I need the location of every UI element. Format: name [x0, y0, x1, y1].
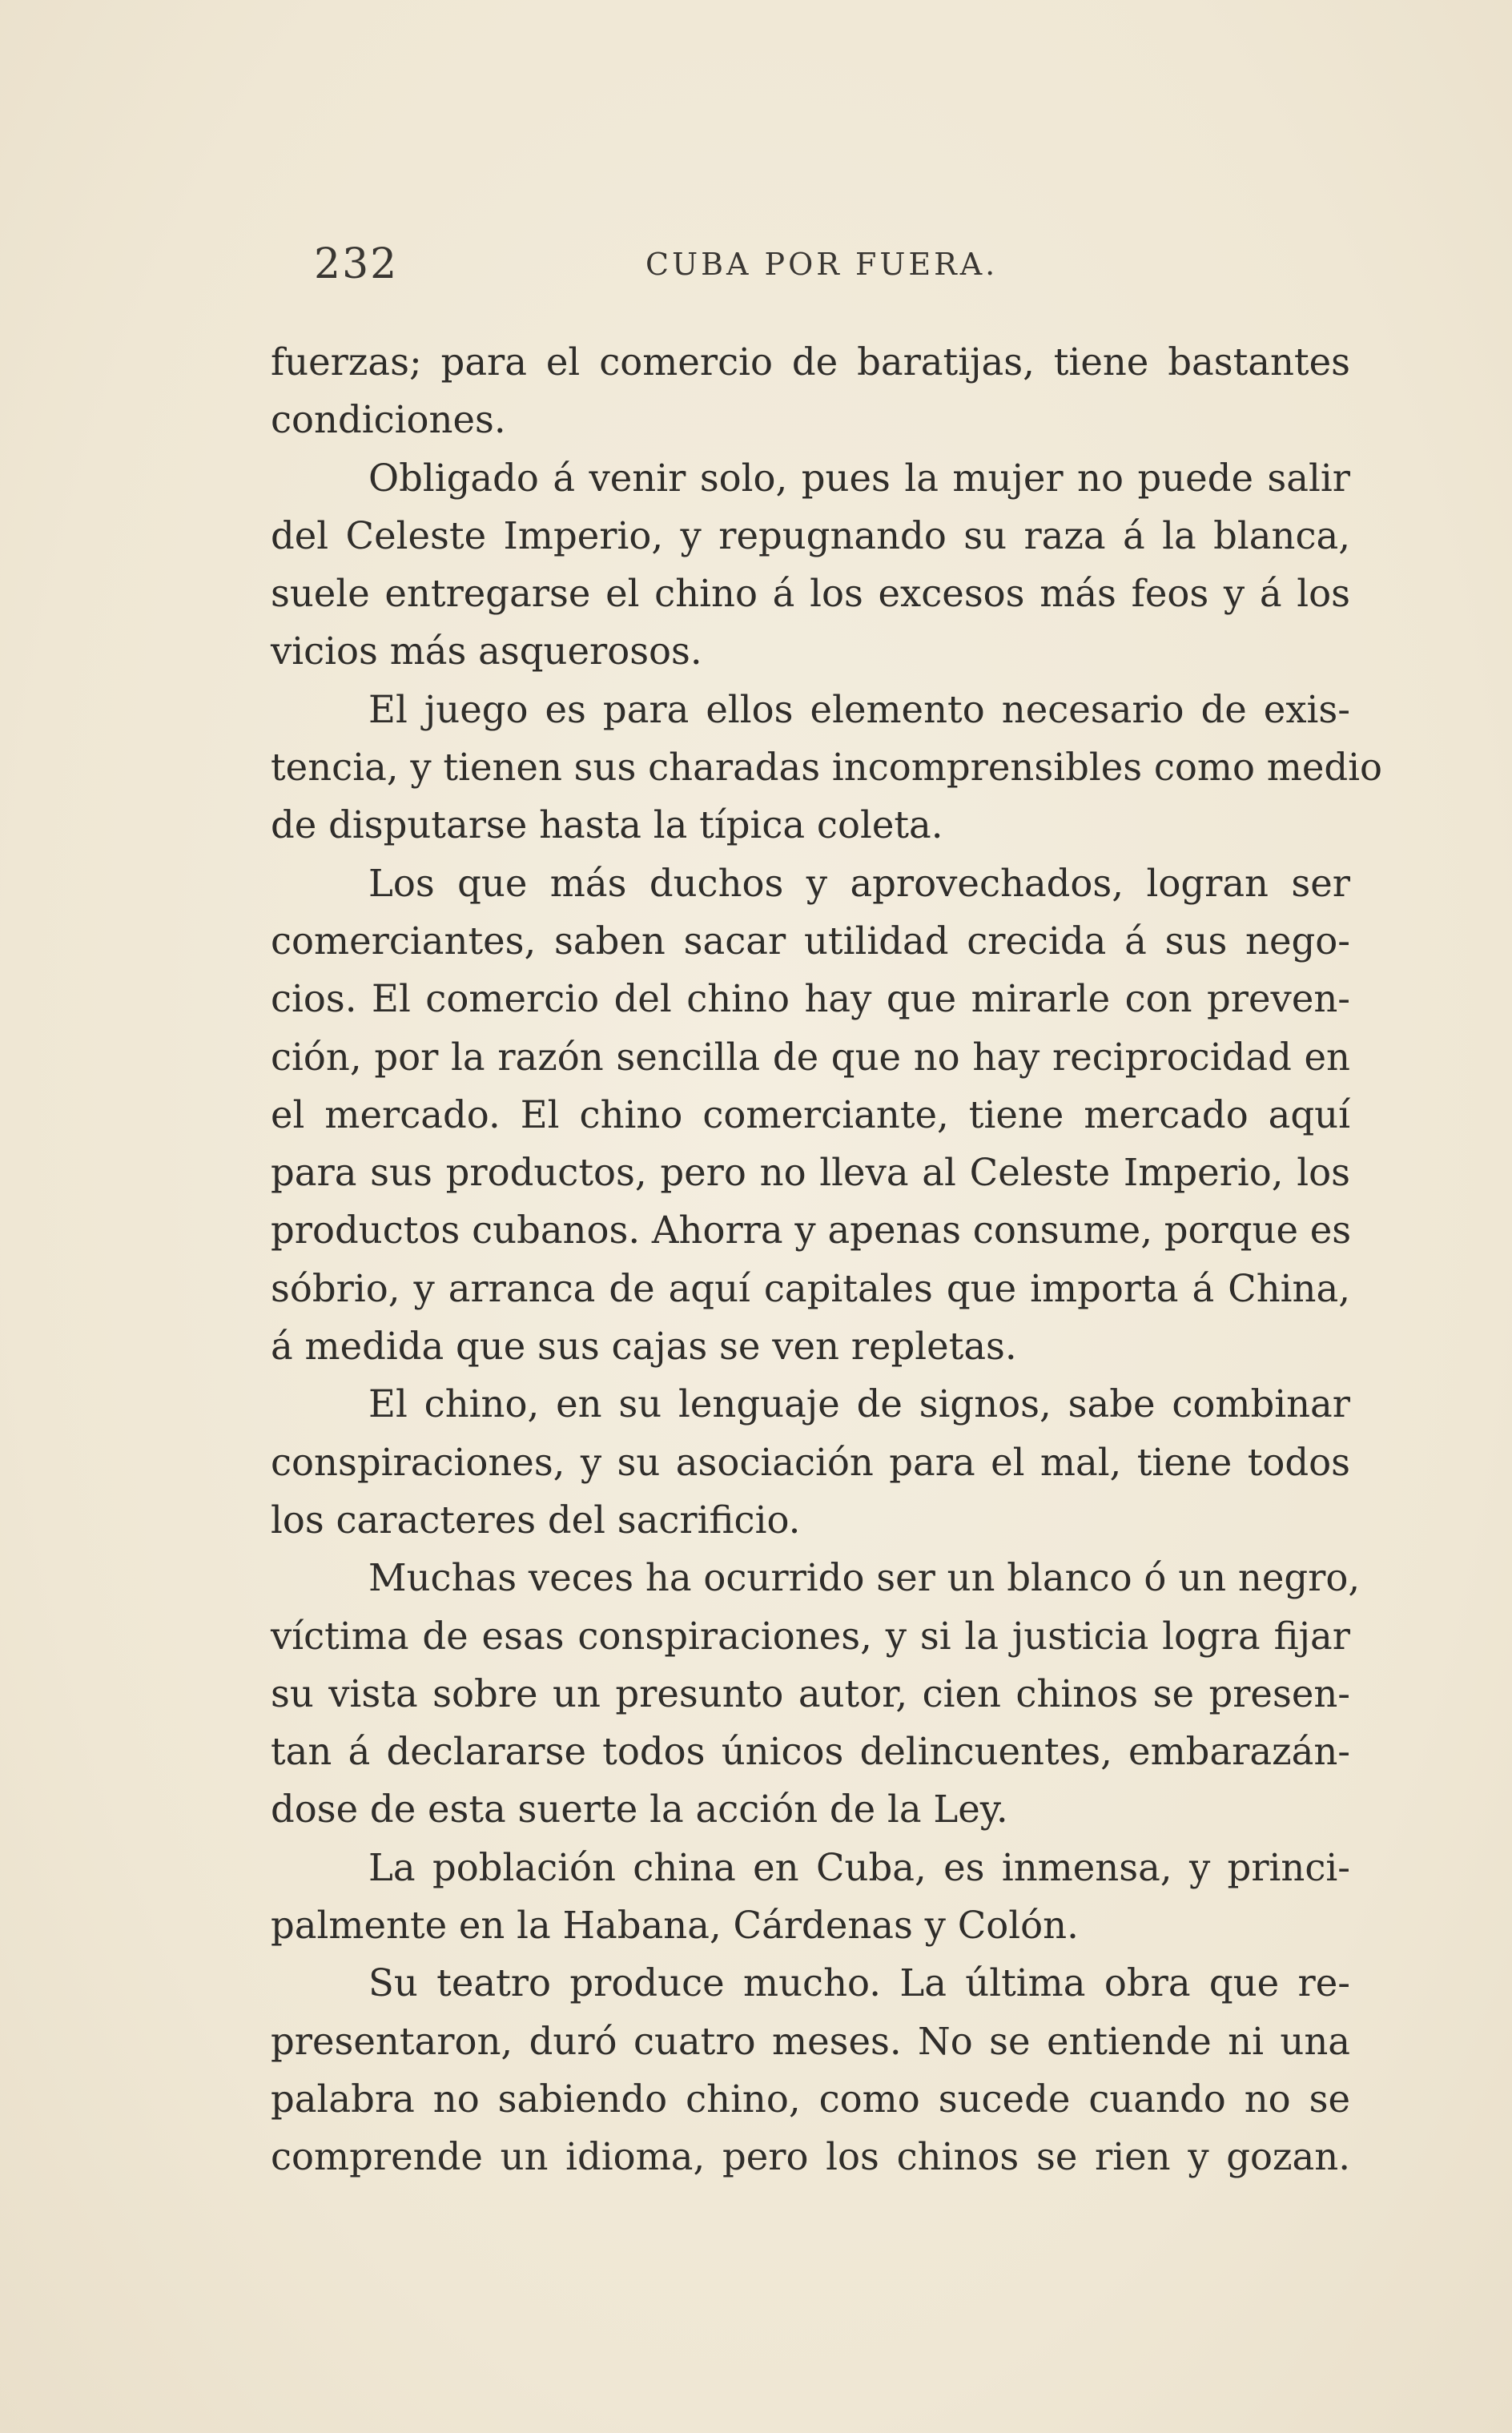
- page-header: [0, 240, 1512, 304]
- text-line: palabra no sabiendo chino, como sucede cuando no se: [271, 2077, 1350, 2121]
- text-line: á medida que sus cajas se ven repletas.: [271, 1325, 1017, 1369]
- text-line: Obligado á venir solo, pues la mujer no puede salir: [368, 456, 1350, 500]
- body-text: [271, 333, 1383, 2186]
- text-line: El chino, en su lenguaje de signos, sabe combinar: [368, 1382, 1350, 1426]
- text-line: presentaron, duró cuatro meses. No se entiende ni una: [271, 2019, 1350, 2063]
- text-line: cios. El comercio del chino hay que mirarle con preven-: [271, 977, 1350, 1021]
- page-number: 232: [314, 240, 399, 288]
- text-line: La población china en Cuba, es inmensa, y princi-: [368, 1845, 1350, 1889]
- text-line: Muchas veces ha ocurrido ser un blanco ó un negro,: [368, 1556, 1361, 1600]
- text-line: condiciones.: [271, 398, 506, 442]
- text-line: sóbrio, y arranca de aquí capitales que importa á China,: [271, 1266, 1350, 1310]
- text-line: suele entregarse el chino á los excesos más feos y á los: [271, 572, 1350, 616]
- text-line: vicios más asquerosos.: [271, 629, 702, 674]
- text-line: para sus productos, pero no lleva al Celeste Imperio, los: [271, 1151, 1350, 1195]
- text-line: Su teatro produce mucho. La última obra que re-: [368, 1961, 1350, 2005]
- text-line: ción, por la razón sencilla de que no hay reciprocidad en: [271, 1035, 1350, 1079]
- text-line: El juego es para ellos elemento necesario de exis-: [368, 687, 1350, 731]
- text-line: tan á declararse todos únicos delincuentes, embarazán-: [271, 1730, 1350, 1774]
- text-line: su vista sobre un presunto autor, cien chinos se presen-: [271, 1671, 1350, 1715]
- text-line: el mercado. El chino comerciante, tiene mercado aquí: [271, 1092, 1350, 1136]
- text-line: comerciantes, saben sacar utilidad crecida á sus nego-: [271, 919, 1350, 963]
- text-line: conspiraciones, y su asociación para el mal, tiene todos: [271, 1440, 1350, 1484]
- text-line: de disputarse hasta la típica coleta.: [271, 803, 943, 847]
- text-line: los caracteres del sacrificio.: [271, 1498, 801, 1542]
- text-line: comprende un idioma, pero los chinos se rien y gozan.: [271, 2135, 1350, 2179]
- running-title: CUBA POR FUERA.: [645, 247, 999, 282]
- text-line: palmente en la Habana, Cárdenas y Colón.: [271, 1904, 1079, 1948]
- text-line: fuerzas; para el comercio de baratijas, tiene bastantes: [271, 340, 1350, 384]
- text-line: productos cubanos. Ahorra y apenas consume, porque es: [271, 1208, 1352, 1253]
- text-line: dose de esta suerte la acción de la Ley.: [271, 1788, 1008, 1832]
- text-line: tencia, y tienen sus charadas incomprensibles como medio: [271, 746, 1383, 790]
- text-line: víctima de esas conspiraciones, y si la justicia logra fijar: [271, 1614, 1350, 1658]
- text-line: del Celeste Imperio, y repugnando su raza á la blanca,: [271, 513, 1350, 557]
- text-line: Los que más duchos y aprovechados, logran ser: [368, 861, 1350, 905]
